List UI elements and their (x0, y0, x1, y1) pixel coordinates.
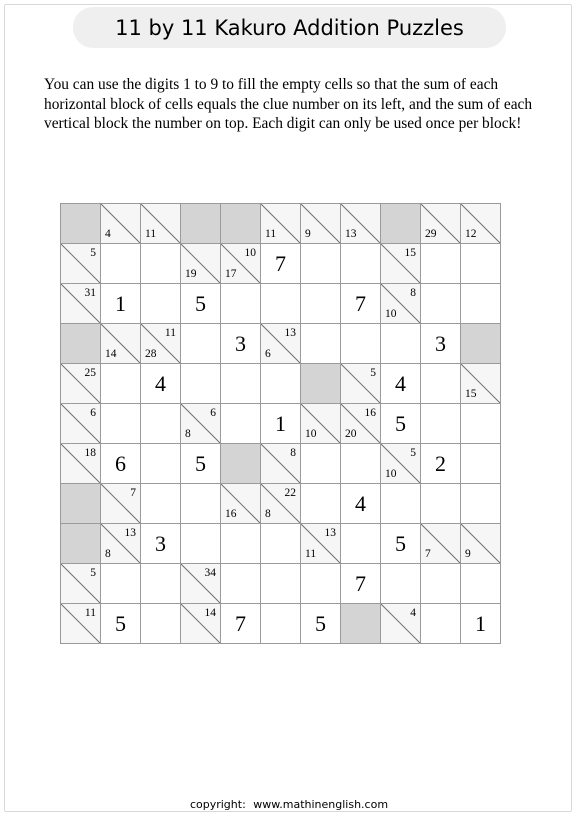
grid-row (61, 524, 501, 564)
answer-cell[interactable] (141, 444, 181, 484)
down-clue: 11 (305, 548, 317, 560)
across-clue: 6 (90, 407, 96, 419)
clue-cell (221, 244, 261, 284)
across-clue: 34 (204, 567, 216, 579)
given-digit: 1 (475, 610, 486, 636)
clue-cell (61, 284, 101, 324)
given-digit: 3 (435, 330, 446, 356)
down-clue: 9 (465, 548, 471, 560)
given-digit: 5 (115, 610, 126, 636)
answer-cell[interactable] (261, 404, 301, 444)
down-clue: 17 (225, 268, 237, 280)
clue-cell (261, 484, 301, 524)
across-clue: 18 (84, 447, 96, 459)
answer-cell[interactable] (101, 244, 141, 284)
grid-row (61, 284, 501, 324)
instructions-text: You can use the digits 1 to 9 to fill the empty cells so that the sum of each horizontal block of cells equals the clue number on its left, and the sum of each vertical block the number on top. Each digit can only be used once per block! (44, 76, 533, 132)
answer-cell[interactable] (141, 524, 181, 564)
down-clue: 16 (225, 508, 237, 520)
clue-cell (221, 484, 261, 524)
given-digit: 4 (395, 370, 406, 396)
clue-cell (61, 604, 101, 644)
clue-cell (381, 444, 421, 484)
answer-cell[interactable] (181, 284, 221, 324)
across-clue: 5 (370, 367, 376, 379)
answer-cell[interactable] (221, 604, 261, 644)
across-clue: 7 (130, 487, 136, 499)
answer-cell[interactable] (461, 484, 501, 524)
clue-cell (61, 404, 101, 444)
given-digit: 7 (235, 610, 246, 636)
given-digit: 6 (115, 450, 126, 476)
given-digit: 4 (155, 370, 166, 396)
down-clue: 20 (345, 428, 357, 440)
across-clue: 4 (410, 607, 416, 619)
answer-cell[interactable] (261, 524, 301, 564)
answer-cell[interactable] (141, 604, 181, 644)
clue-cell (181, 564, 221, 604)
answer-cell[interactable] (101, 604, 141, 644)
across-clue: 13 (284, 327, 296, 339)
clue-cell (261, 324, 301, 364)
answer-cell[interactable] (141, 364, 181, 404)
clue-cell (101, 204, 141, 244)
down-clue: 14 (105, 348, 117, 360)
clue-cell (101, 324, 141, 364)
down-clue: 15 (465, 388, 477, 400)
clue-cell (181, 604, 221, 644)
clue-cell (301, 204, 341, 244)
answer-cell[interactable] (461, 244, 501, 284)
blocked-cell (61, 324, 101, 364)
given-digit: 3 (155, 530, 166, 556)
clue-cell (61, 444, 101, 484)
answer-cell[interactable] (421, 604, 461, 644)
answer-cell[interactable] (461, 564, 501, 604)
blocked-cell (61, 204, 101, 244)
clue-cell (261, 204, 301, 244)
answer-cell[interactable] (381, 364, 421, 404)
down-clue: 8 (105, 548, 111, 560)
answer-cell[interactable] (421, 324, 461, 364)
clue-cell (341, 364, 381, 404)
answer-cell[interactable] (181, 364, 221, 404)
answer-cell[interactable] (301, 484, 341, 524)
answer-cell[interactable] (421, 364, 461, 404)
answer-cell[interactable] (461, 444, 501, 484)
answer-cell[interactable] (421, 444, 461, 484)
grid-row (61, 244, 501, 284)
answer-cell[interactable] (421, 244, 461, 284)
answer-cell[interactable] (221, 524, 261, 564)
grid-row (61, 204, 501, 244)
down-clue: 29 (425, 228, 437, 240)
across-clue: 22 (284, 487, 296, 499)
clue-cell (381, 604, 421, 644)
given-digit: 7 (355, 570, 366, 596)
answer-cell[interactable] (141, 404, 181, 444)
answer-cell[interactable] (301, 604, 341, 644)
answer-cell[interactable] (381, 324, 421, 364)
clue-cell (61, 244, 101, 284)
kakuro-grid (60, 203, 501, 644)
answer-cell[interactable] (221, 404, 261, 444)
across-clue: 25 (84, 367, 96, 379)
answer-cell[interactable] (261, 604, 301, 644)
clue-cell (421, 524, 461, 564)
blocked-cell (301, 364, 341, 404)
clue-cell (181, 244, 221, 284)
answer-cell[interactable] (381, 564, 421, 604)
clue-cell (341, 404, 381, 444)
clue-cell (301, 404, 341, 444)
grid-row (61, 404, 501, 444)
down-clue: 10 (385, 308, 397, 320)
answer-cell[interactable] (141, 484, 181, 524)
clue-cell (141, 324, 181, 364)
down-clue: 4 (105, 228, 111, 240)
across-clue: 14 (204, 607, 216, 619)
down-clue: 10 (385, 468, 397, 480)
blocked-cell (381, 204, 421, 244)
grid-row (61, 564, 501, 604)
across-clue: 5 (90, 247, 96, 259)
answer-cell[interactable] (261, 364, 301, 404)
answer-cell[interactable] (381, 404, 421, 444)
down-clue: 28 (145, 348, 157, 360)
answer-cell[interactable] (301, 324, 341, 364)
down-clue: 11 (145, 228, 157, 240)
answer-cell[interactable] (181, 524, 221, 564)
answer-cell[interactable] (301, 244, 341, 284)
clue-cell (101, 484, 141, 524)
down-clue: 19 (185, 268, 197, 280)
answer-cell[interactable] (461, 604, 501, 644)
grid-row (61, 604, 501, 644)
given-digit: 7 (275, 250, 286, 276)
down-clue: 10 (305, 428, 317, 440)
across-clue: 6 (210, 407, 216, 419)
grid-row (61, 484, 501, 524)
down-clue: 13 (345, 228, 357, 240)
answer-cell[interactable] (181, 444, 221, 484)
answer-cell[interactable] (101, 444, 141, 484)
answer-cell[interactable] (461, 404, 501, 444)
answer-cell[interactable] (261, 244, 301, 284)
answer-cell[interactable] (181, 484, 221, 524)
across-clue: 13 (124, 527, 136, 539)
given-digit: 5 (315, 610, 326, 636)
across-clue: 8 (410, 287, 416, 299)
answer-cell[interactable] (421, 404, 461, 444)
answer-cell[interactable] (301, 284, 341, 324)
answer-cell[interactable] (221, 284, 261, 324)
clue-cell (461, 364, 501, 404)
clue-cell (381, 244, 421, 284)
answer-cell[interactable] (341, 564, 381, 604)
given-digit: 5 (195, 290, 206, 316)
down-clue: 12 (465, 228, 477, 240)
blocked-cell (61, 484, 101, 524)
clue-cell (61, 564, 101, 604)
answer-cell[interactable] (301, 444, 341, 484)
down-clue: 9 (305, 228, 311, 240)
across-clue: 5 (410, 447, 416, 459)
page-title: 11 by 11 Kakuro Addition Puzzles (115, 15, 464, 40)
clue-cell (461, 204, 501, 244)
title-banner (73, 7, 506, 48)
answer-cell[interactable] (341, 244, 381, 284)
answer-cell[interactable] (101, 364, 141, 404)
answer-cell[interactable] (461, 284, 501, 324)
blocked-cell (221, 204, 261, 244)
clue-cell (261, 444, 301, 484)
answer-cell[interactable] (101, 404, 141, 444)
answer-cell[interactable] (101, 284, 141, 324)
answer-cell[interactable] (341, 444, 381, 484)
blocked-cell (181, 204, 221, 244)
given-digit: 4 (355, 490, 366, 516)
blocked-cell (461, 324, 501, 364)
across-clue: 11 (84, 607, 96, 619)
answer-cell[interactable] (341, 484, 381, 524)
clue-cell (341, 204, 381, 244)
clue-cell (421, 204, 461, 244)
answer-cell[interactable] (381, 484, 421, 524)
across-clue: 13 (324, 527, 336, 539)
answer-cell[interactable] (301, 564, 341, 604)
across-clue: 11 (164, 327, 176, 339)
answer-cell[interactable] (221, 564, 261, 604)
clue-cell (461, 524, 501, 564)
given-digit: 7 (355, 290, 366, 316)
blocked-cell (61, 524, 101, 564)
answer-cell[interactable] (421, 284, 461, 324)
clue-cell (61, 364, 101, 404)
given-digit: 5 (395, 530, 406, 556)
across-clue: 16 (364, 407, 376, 419)
across-clue: 5 (90, 567, 96, 579)
answer-cell[interactable] (421, 484, 461, 524)
grid-row (61, 444, 501, 484)
given-digit: 1 (115, 290, 126, 316)
down-clue: 7 (425, 548, 431, 560)
answer-cell[interactable] (261, 564, 301, 604)
answer-cell[interactable] (141, 244, 181, 284)
across-clue: 15 (404, 247, 416, 259)
clue-cell (101, 524, 141, 564)
given-digit: 1 (275, 410, 286, 436)
answer-cell[interactable] (381, 524, 421, 564)
answer-cell[interactable] (101, 564, 141, 604)
grid-row (61, 324, 501, 364)
clue-cell (301, 524, 341, 564)
given-digit: 5 (395, 410, 406, 436)
blocked-cell (341, 604, 381, 644)
across-clue: 10 (244, 247, 256, 259)
down-clue: 11 (265, 228, 277, 240)
answer-cell[interactable] (261, 284, 301, 324)
answer-cell[interactable] (221, 324, 261, 364)
answer-cell[interactable] (341, 324, 381, 364)
answer-cell[interactable] (341, 524, 381, 564)
answer-cell[interactable] (221, 364, 261, 404)
given-digit: 2 (435, 450, 446, 476)
down-clue: 8 (185, 428, 191, 440)
blocked-cell (221, 444, 261, 484)
given-digit: 3 (235, 330, 246, 356)
clue-cell (141, 204, 181, 244)
clue-cell (181, 404, 221, 444)
copyright-footer: copyright: www.mathinenglish.com (189, 798, 389, 811)
answer-cell[interactable] (341, 284, 381, 324)
across-clue: 31 (84, 287, 96, 299)
across-clue: 8 (290, 447, 296, 459)
given-digit: 5 (195, 450, 206, 476)
answer-cell[interactable] (141, 284, 181, 324)
answer-cell[interactable] (421, 564, 461, 604)
down-clue: 8 (265, 508, 271, 520)
down-clue: 6 (265, 348, 271, 360)
grid-row (61, 364, 501, 404)
answer-cell[interactable] (181, 324, 221, 364)
answer-cell[interactable] (141, 564, 181, 604)
clue-cell (381, 284, 421, 324)
